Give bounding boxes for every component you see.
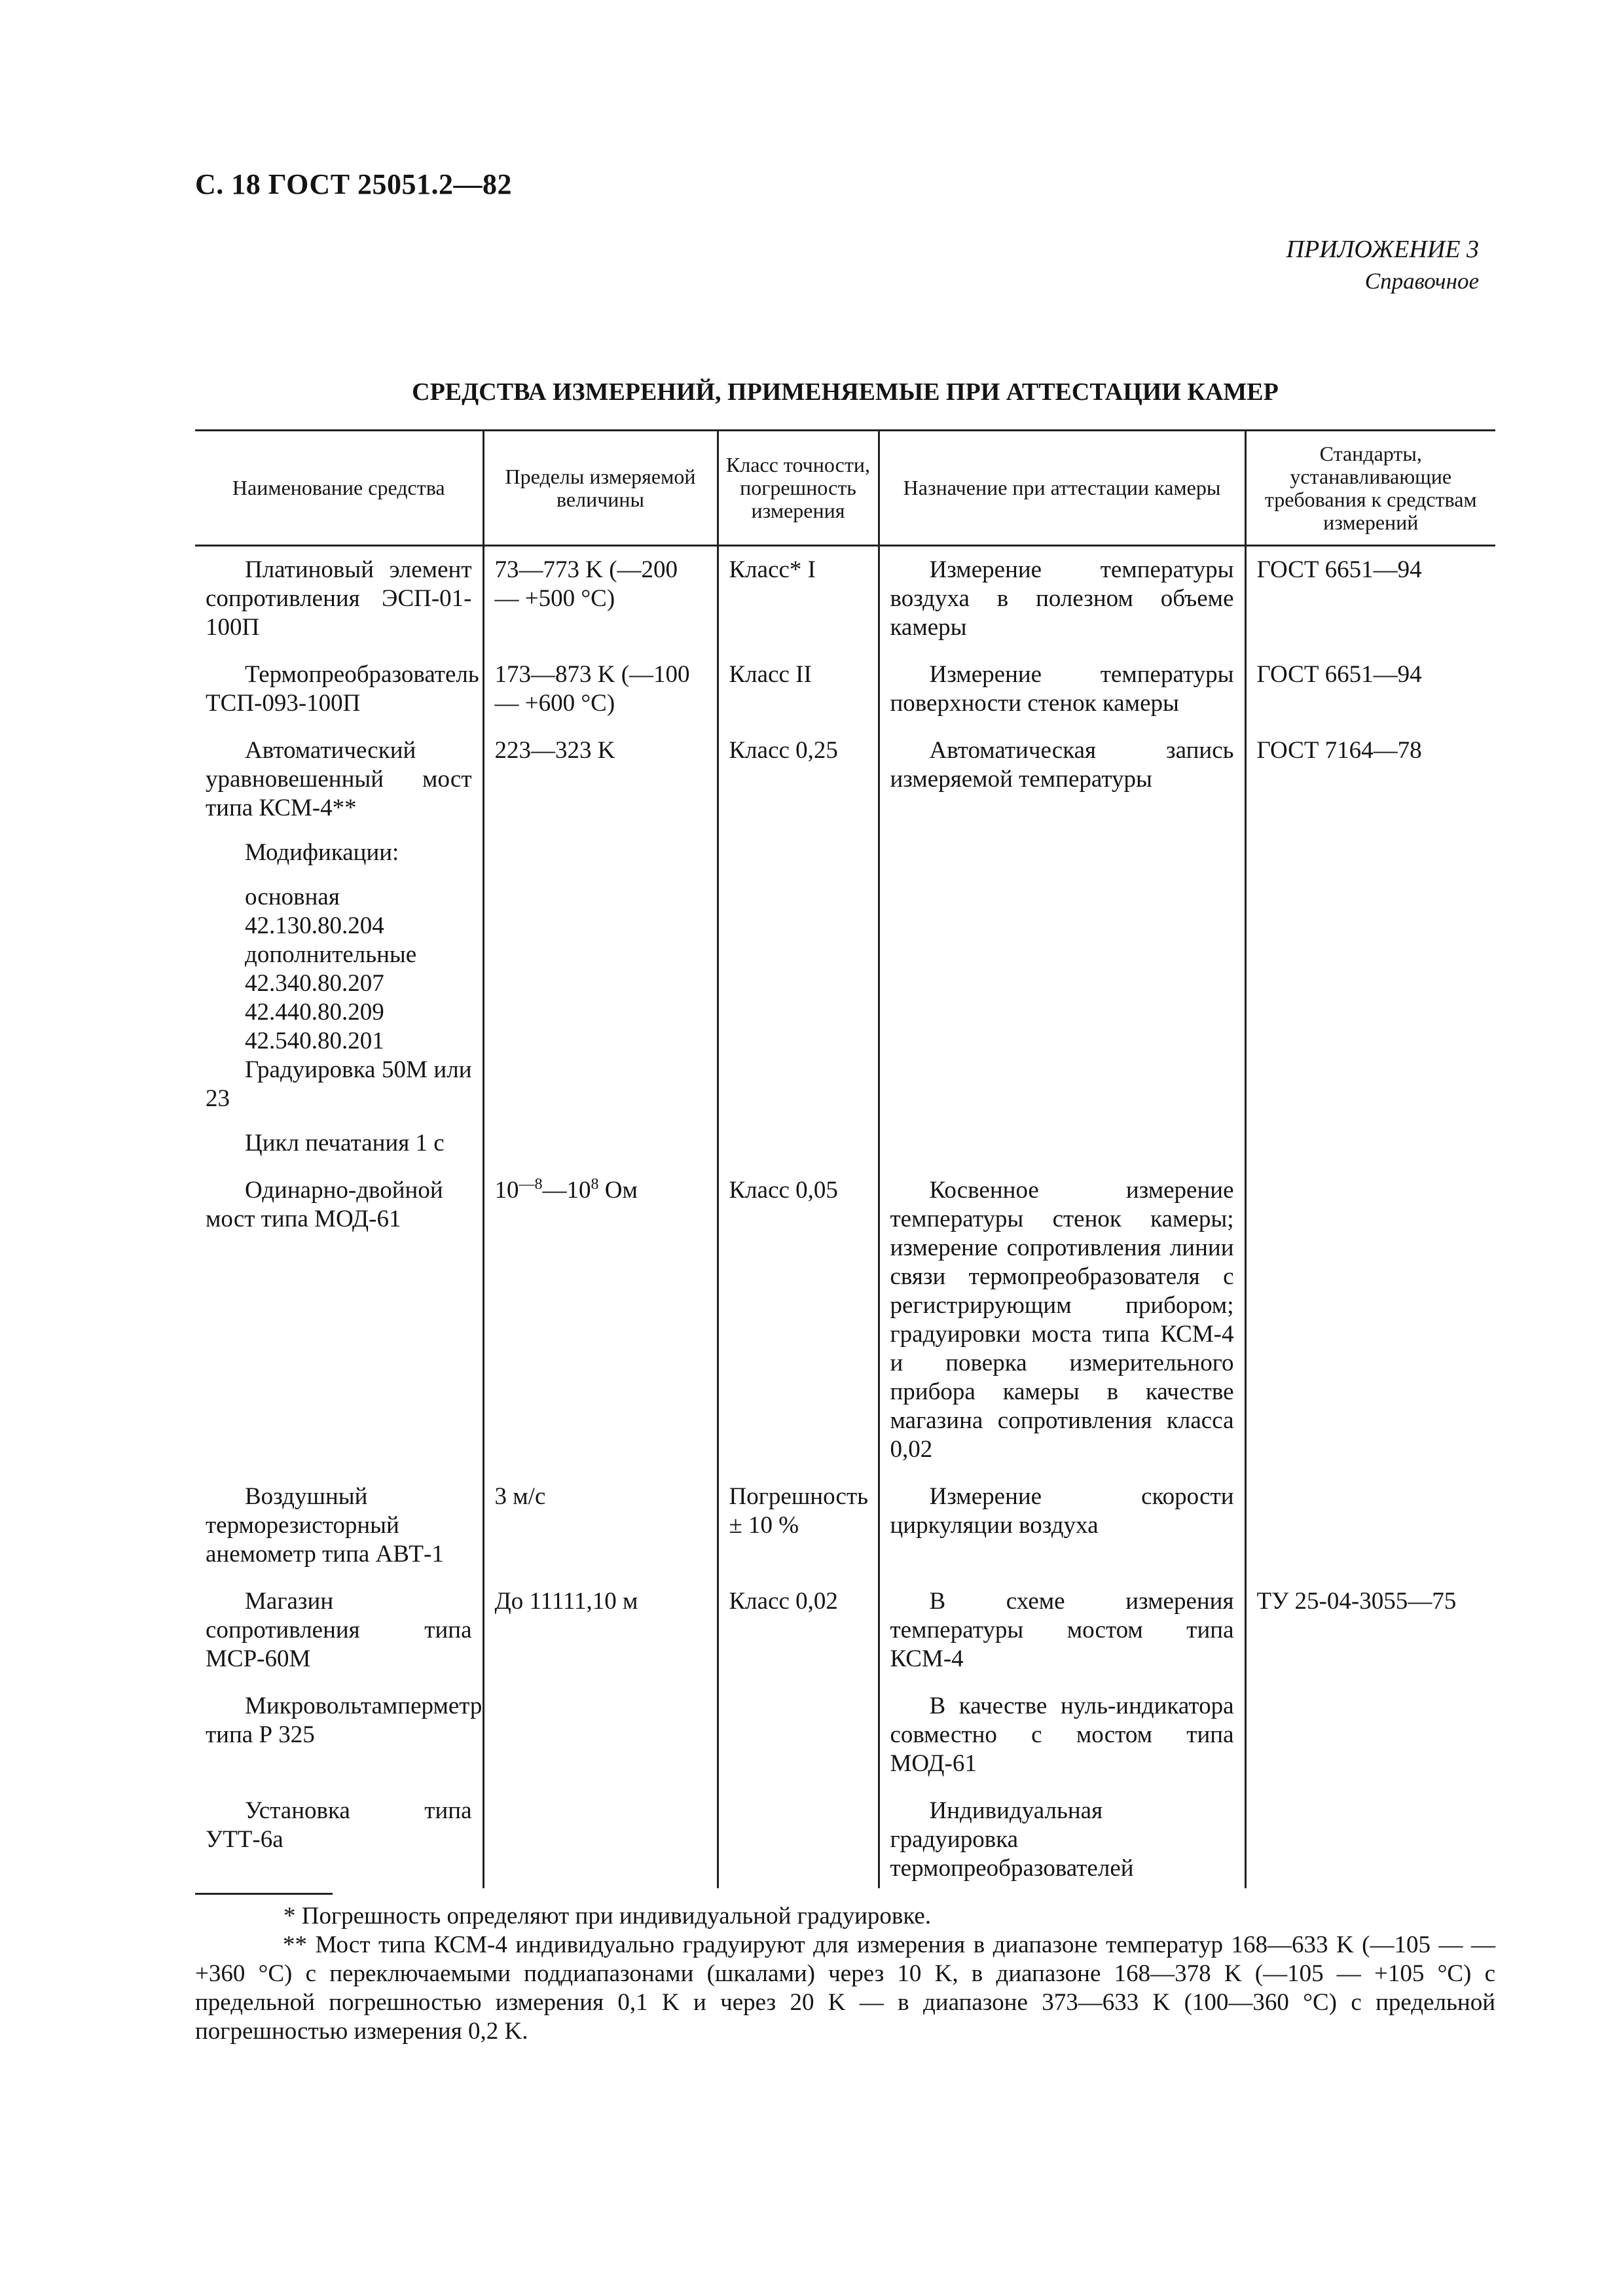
- cell-standard: [1245, 1464, 1495, 1569]
- list-item: 42.440.80.209: [245, 999, 384, 1026]
- cell-range: [483, 1674, 718, 1778]
- cell-name: Платиновый элемент сопротивления ЭСП-01-100П: [206, 556, 472, 641]
- cell-name: Микровольтамперметр типа Р 325: [206, 1693, 483, 1748]
- cell-range: 3 м/с: [483, 1464, 718, 1569]
- column-header-standard: Стандарты, устанавливающие требования к средствам измерений: [1245, 431, 1495, 546]
- cell-name: Автоматический уравновешенный мост типа КСМ-4** Модификации: основная 42.130.80.204 дополнительные 42.340.80.207 42.440.80.209 42.540.80.201 Градуировка 50М или 23 Цикл печатания 1 с: [206, 737, 472, 1157]
- cell-standard: [1245, 1778, 1495, 1888]
- list-item: Градуировка 50М или 23: [206, 1056, 472, 1112]
- cell-purpose: В схеме измерения температуры мостом типа КСМ-4: [879, 1569, 1245, 1674]
- appendix-label: [1286, 233, 1479, 297]
- table-row: [195, 1569, 1495, 1674]
- list-item: 42.340.80.207: [245, 970, 384, 997]
- footnotes: [195, 1902, 1495, 2046]
- list-item: дополнительные: [245, 941, 417, 968]
- cell-purpose: Косвенное измерение температуры стенок камеры; измерение сопротивления линии связи термопреобразователя с регистрирующим прибором; градуировки моста типа КСМ-4 и поверка измерительного прибора камеры в качестве магазина сопротивления класса 0,02: [879, 1158, 1245, 1464]
- cell-accuracy: Класс 0,25: [718, 718, 879, 1158]
- cell-name: Магазин сопротивления типа МСР-60М: [206, 1588, 472, 1672]
- cell-purpose: Измерение температуры поверхности стенок камеры: [879, 642, 1245, 718]
- table-row: [195, 1778, 1495, 1888]
- cell-standard: [1245, 1158, 1495, 1464]
- cell-accuracy: Погрешность ± 10 %: [718, 1464, 879, 1569]
- cell-accuracy: [718, 1674, 879, 1778]
- cell-range: $10^{—8}—10^8$ Ом: [483, 1158, 718, 1464]
- cell-purpose: Индивидуальная градуировка термопреобразователей: [879, 1778, 1245, 1888]
- column-header-name: Наименование средства: [195, 431, 483, 546]
- cell-accuracy: Класс II: [718, 642, 879, 718]
- table-row: [195, 718, 1495, 1158]
- instruments-table: [195, 429, 1495, 1888]
- cell-standard: ГОСТ 6651—94: [1245, 642, 1495, 718]
- cell-standard: ГОСТ 6651—94: [1245, 546, 1495, 643]
- print-cycle: Цикл печатания 1 с: [245, 1130, 445, 1157]
- appendix-type: Справочное: [1364, 268, 1479, 294]
- modifications-list: [206, 883, 472, 1113]
- cell-standard: ТУ 25-04-3055—75: [1245, 1569, 1495, 1674]
- list-item: 42.130.80.204: [245, 912, 384, 939]
- footnote: * Погрешность определяют при индивидуальной градуировке.: [283, 1903, 932, 1929]
- table-row: [195, 1674, 1495, 1778]
- cell-name: Установка типа УТТ-6а: [206, 1797, 472, 1853]
- cell-range: До 11111,10 м: [483, 1569, 718, 1674]
- cell-standard: ГОСТ 7164—78: [1245, 718, 1495, 1158]
- cell-range: 173—873 K (—100 — +600 °C): [483, 642, 718, 718]
- table-row: [195, 1464, 1495, 1569]
- footnote: ** Мост типа КСМ-4 индивидуально градуируют для измерения в диапазоне температур 168—633 K (—105 — —+360 °C) с переключаемыми поддиапазонами (шкалами) через 10 K, в диапазоне 168—378 K (—105 — +105 °C) с предельной погрешностью измерения 0,1 K и через 20 K — в диапазоне 373—633 K (100—360 °C) с предельной погрешностью измерения 0,2 K.: [195, 1931, 1495, 2045]
- appendix-number: ПРИЛОЖЕНИЕ 3: [1286, 236, 1479, 263]
- cell-name: Одинарно-двойной мост типа МОД-61: [206, 1177, 443, 1232]
- list-item: основная: [245, 884, 340, 910]
- footnote-divider: [195, 1893, 333, 1895]
- cell-range: 223—323 K: [483, 718, 718, 1158]
- cell-purpose: Автоматическая запись измеряемой температуры: [879, 718, 1245, 1158]
- cell-name: Термопреобразователь ТСП-093-100П: [206, 661, 479, 717]
- column-header-purpose: Назначение при аттестации камеры: [879, 431, 1245, 546]
- cell-name: Воздушный терморезисторный анемометр типа АВТ-1: [206, 1483, 444, 1568]
- cell-accuracy: Класс* I: [718, 546, 879, 643]
- cell-range: [483, 1778, 718, 1888]
- column-header-range: Пределы измеряемой величины: [483, 431, 718, 546]
- table-header-row: [195, 431, 1495, 546]
- cell-standard: [1245, 1674, 1495, 1778]
- cell-range: 73—773 K (—200 — +500 °C): [483, 546, 718, 643]
- cell-purpose: Измерение температуры воздуха в полезном объеме камеры: [879, 546, 1245, 643]
- table-row: [195, 546, 1495, 643]
- cell-accuracy: Класс 0,02: [718, 1569, 879, 1674]
- cell-purpose: В качестве нуль-индикатора совместно с мостом типа МОД-61: [879, 1674, 1245, 1778]
- list-item: 42.540.80.201: [245, 1028, 384, 1054]
- page-header: С. 18 ГОСТ 25051.2—82: [195, 168, 513, 200]
- column-header-accuracy: Класс точности, погрешность измерения: [718, 431, 879, 546]
- modifications-title: Модификации:: [245, 839, 399, 866]
- table-row: [195, 1158, 1495, 1464]
- cell-accuracy: [718, 1778, 879, 1888]
- table-row: [195, 642, 1495, 718]
- cell-accuracy: Класс 0,05: [718, 1158, 879, 1464]
- cell-purpose: Измерение скорости циркуляции воздуха: [879, 1464, 1245, 1569]
- document-title: СРЕДСТВА ИЗМЕРЕНИЙ, ПРИМЕНЯЕМЫЕ ПРИ АТТЕСТАЦИИ КАМЕР: [412, 378, 1279, 406]
